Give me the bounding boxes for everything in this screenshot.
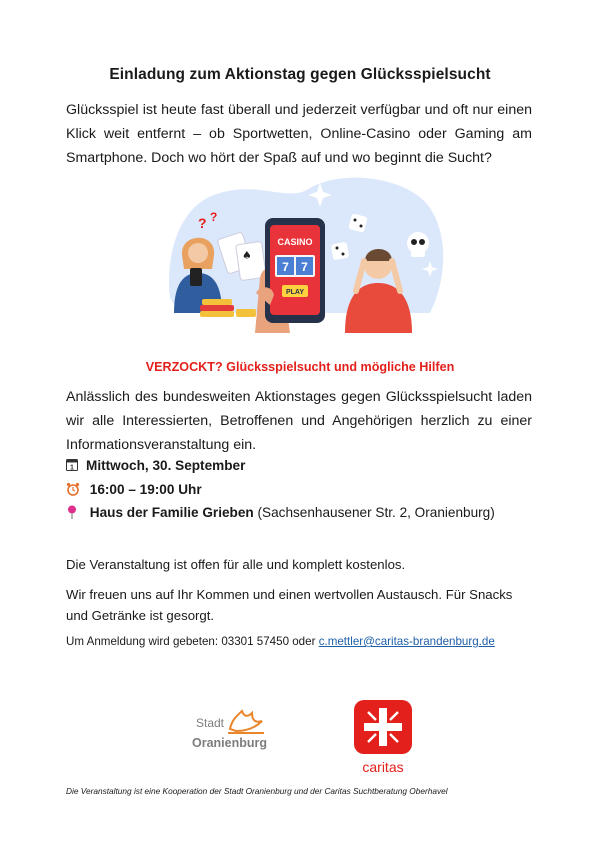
event-time: 16:00 – 19:00 Uhr xyxy=(89,482,202,498)
question-mark-icon: ? xyxy=(210,210,218,224)
invitation-paragraph: Anlässlich des bundesweiten Aktionstages gegen Glücksspielsucht laden wir alle Interessierten, Betroffenen und Angehörigen herzlich zu einer Informationsveranstaltung ein. xyxy=(66,389,532,453)
svg-text:1: 1 xyxy=(70,464,74,471)
venue-row xyxy=(66,505,546,522)
time-row xyxy=(66,482,546,499)
welcome-paragraph: Wir freuen uns auf Ihr Kommen und einen wertvollen Austausch. Für Snacks und Getränke ist gesorgt. xyxy=(66,587,513,623)
intro-paragraph: Glücksspiel ist heute fast überall und jederzeit verfügbar und oft nur einen Klick weit entfernt – ob Sportwetten, Online-Casino oder Gaming am Smartphone. Doch wo hört der Spaß auf und wo beginnt die Sucht? xyxy=(66,102,532,166)
stadt-oranienburg-logo xyxy=(190,705,270,755)
stadt-emblem xyxy=(230,711,262,731)
caritas-wordmark: caritas xyxy=(362,759,404,775)
question-mark-icon: ? xyxy=(198,215,207,231)
email-link[interactable]: c.mettler@caritas-brandenburg.de xyxy=(318,635,495,648)
slot-symbol: 7 xyxy=(301,260,308,274)
casino-label: CASINO xyxy=(277,237,313,247)
gambling-illustration xyxy=(160,173,450,333)
caritas-logo xyxy=(352,698,414,778)
stadt-logo-line1: Stadt xyxy=(196,716,225,730)
venue-address: (Sachsenhausener Str. 2, Oranienburg) xyxy=(257,505,495,521)
calendar-icon xyxy=(66,459,86,474)
location-pin-icon xyxy=(66,505,86,522)
footer-note: Die Veranstaltung ist eine Kooperation der Stadt Oranienburg und der Caritas Suchtberatung Oberhavel xyxy=(66,786,448,796)
document-title: Einladung zum Aktionstag gegen Glücksspielsucht xyxy=(109,66,491,83)
registration-text: Um Anmeldung wird gebeten: 03301 57450 oder xyxy=(66,635,316,648)
smartphone xyxy=(265,218,325,323)
open-note: Die Veranstaltung ist offen für alle und komplett kostenlos. xyxy=(66,557,406,572)
date-row xyxy=(66,458,546,474)
stadt-logo-line2: Oranienburg xyxy=(192,736,268,750)
slot-symbol: 7 xyxy=(282,260,289,274)
svg-text:♠: ♠ xyxy=(242,249,252,262)
event-subtitle: VERZOCKT? Glücksspielsucht und mögliche Hilfen xyxy=(145,360,455,374)
alarm-clock-icon xyxy=(66,482,86,499)
registration-line xyxy=(66,635,495,648)
venue-name: Haus der Familie Grieben xyxy=(89,505,254,521)
event-date: Mittwoch, 30. September xyxy=(86,458,246,473)
play-label: PLAY xyxy=(285,289,305,296)
woman-phone xyxy=(190,268,202,286)
